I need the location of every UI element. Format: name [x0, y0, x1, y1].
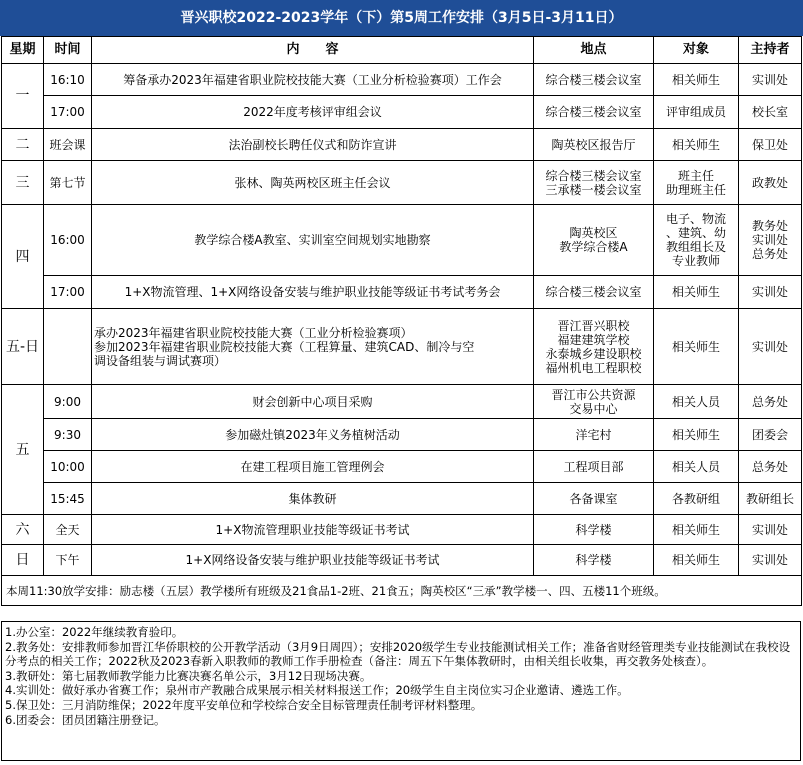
content-cell: 法治副校长聘任仪式和防诈宣讲 — [92, 129, 534, 161]
content-cell: 1+X网络设备安装与维护职业技能等级证书考试 — [92, 545, 534, 576]
host-cell: 总务处 — [739, 451, 802, 483]
target-line: 班主任 — [677, 168, 714, 183]
target-line: 教组组长及 — [665, 240, 726, 254]
target-cell: 相关师生 — [654, 545, 739, 576]
place-line: 综合楼三楼会议室 — [545, 168, 642, 183]
content-cell: 1+X物流管理、1+X网络设备安装与维护职业技能等级证书考试考务会 — [92, 276, 534, 309]
header-place: 地点 — [534, 37, 654, 64]
time-cell: 下午 — [44, 545, 92, 576]
content-cell: 教学综合楼A教室、实训室空间规划实地勘察 — [92, 205, 534, 276]
time-cell: 9:30 — [44, 419, 92, 451]
place-line: 福建建筑学校 — [557, 332, 630, 347]
page-title: 晋兴职校2022-2023学年（下）第5周工作安排（3月5日-3月11日） — [0, 0, 803, 36]
target-line: 助理班主任 — [665, 182, 726, 197]
host-cell: 保卫处 — [739, 129, 802, 161]
place-cell: 工程项目部 — [534, 451, 654, 483]
place-line: 晋江晋兴职校 — [557, 318, 630, 333]
time-cell: 9:00 — [44, 385, 92, 419]
place-cell: 科学楼 — [534, 545, 654, 576]
day-cell-wed: 三 — [2, 161, 44, 205]
host-line: 实训处 — [751, 233, 788, 247]
day-cell-thu: 四 — [2, 205, 44, 309]
place-cell: 综合楼三楼会议室 — [534, 276, 654, 309]
time-cell: 全天 — [44, 515, 92, 545]
place-cell — [534, 161, 654, 205]
table-row — [2, 205, 802, 276]
place-line: 三承楼一楼会议室 — [545, 182, 642, 197]
place-cell: 陶英校区报告厅 — [534, 129, 654, 161]
time-cell — [44, 309, 92, 385]
note-item: 1.办公室：2022年继续教育验印。 — [5, 625, 184, 639]
target-cell: 相关师生 — [654, 64, 739, 96]
host-cell: 政教处 — [739, 161, 802, 205]
content-line: 调设备组装与调试赛项） — [94, 353, 227, 368]
host-cell: 校长室 — [739, 96, 802, 129]
table-row — [2, 385, 802, 419]
content-line: 参加2023年福建省职业院校技能大赛（工程算量、建筑CAD、制冷与空 — [94, 339, 475, 354]
target-cell: 相关人员 — [654, 451, 739, 483]
place-cell — [534, 385, 654, 419]
dismissal-note: 本周11:30放学安排：励志楼（五层）教学楼所有班级及21食品1-2班、21食五；陶英校区“三承”教学楼一、四、五楼11个班级。 — [2, 576, 802, 606]
content-cell: 筹备承办2023年福建省职业院校技能大赛（工业分析检验赛项）工作会 — [92, 64, 534, 96]
table-row — [2, 309, 802, 385]
day-cell-fri: 五 — [2, 385, 44, 515]
content-cell — [92, 309, 534, 385]
note-item: 6.团委会：团员团籍注册登记。 — [5, 712, 166, 727]
target-line: 、建筑、幼 — [665, 226, 726, 240]
day-cell-sun: 日 — [2, 545, 44, 576]
host-cell — [739, 205, 802, 276]
place-cell: 综合楼三楼会议室 — [534, 96, 654, 129]
day-cell-sat: 六 — [2, 515, 44, 545]
content-cell: 参加磁灶镇2023年义务植树活动 — [92, 419, 534, 451]
place-cell: 科学楼 — [534, 515, 654, 545]
schedule-table — [1, 36, 802, 606]
target-line: 专业教师 — [671, 254, 720, 268]
place-cell: 综合楼三楼会议室 — [534, 64, 654, 96]
host-cell: 实训处 — [739, 515, 802, 545]
dismissal-row — [2, 576, 802, 606]
table-row — [2, 129, 802, 161]
host-cell: 实训处 — [739, 276, 802, 309]
time-cell: 16:10 — [44, 64, 92, 96]
target-cell: 各教研组 — [654, 483, 739, 515]
host-line: 教务处 — [751, 219, 788, 233]
header-time: 时间 — [44, 37, 92, 64]
place-line: 教学综合楼A — [559, 240, 628, 254]
target-line: 电子、物流 — [665, 212, 726, 226]
content-cell: 2022年度考核评审组会议 — [92, 96, 534, 129]
table-row — [2, 161, 802, 205]
header-row — [2, 37, 802, 64]
table-row — [2, 545, 802, 576]
content-cell: 张林、陶英两校区班主任会议 — [92, 161, 534, 205]
host-cell: 总务处 — [739, 385, 802, 419]
table-row — [2, 451, 802, 483]
time-cell: 15:45 — [44, 483, 92, 515]
table-row — [2, 483, 802, 515]
table-row — [2, 96, 802, 129]
header-host: 主持者 — [739, 37, 802, 64]
host-cell: 教研组长 — [739, 483, 802, 515]
note-item: 3.教研处：第七届教师教学能力比赛决赛名单公示，3月12日现场决赛。 — [5, 668, 372, 683]
table-row — [2, 276, 802, 309]
place-line: 交易中心 — [569, 401, 618, 416]
host-line: 总务处 — [751, 247, 788, 261]
target-cell: 相关人员 — [654, 385, 739, 419]
note-item: 5.保卫处：三月消防维保；2022年度平安单位和学校综合安全目标管理责任制考评材料整理。 — [5, 697, 483, 712]
time-cell: 17:00 — [44, 96, 92, 129]
header-day: 星期 — [2, 37, 44, 64]
host-cell: 团委会 — [739, 419, 802, 451]
target-cell — [654, 161, 739, 205]
note-item: 2.教务处：安排教师参加晋江华侨职校的公开教学活动（3月9日周四）；安排2020级学生专业技能测试相关工作；准备省财经管理类专业技能测试在我校设分考点的相关工作；2022秋及2023春新入职教师的教师工作手册检查（备注：周五下午集体教研时，由相关组长收集，再交教务处核查）。 — [5, 639, 791, 669]
time-cell: 10:00 — [44, 451, 92, 483]
host-cell: 实训处 — [739, 545, 802, 576]
place-line: 陶英校区 — [569, 226, 618, 240]
time-cell: 17:00 — [44, 276, 92, 309]
content-cell: 在建工程项目施工管理例会 — [92, 451, 534, 483]
target-cell: 评审组成员 — [654, 96, 739, 129]
department-notes — [1, 621, 801, 761]
target-cell — [654, 205, 739, 276]
host-cell: 实训处 — [739, 309, 802, 385]
table-row — [2, 515, 802, 545]
header-target: 对象 — [654, 37, 739, 64]
content-cell: 财会创新中心项目采购 — [92, 385, 534, 419]
place-line: 晋江市公共资源 — [551, 387, 636, 402]
place-cell: 各备课室 — [534, 483, 654, 515]
content-cell: 集体教研 — [92, 483, 534, 515]
target-cell: 相关师生 — [654, 515, 739, 545]
content-cell: 1+X物流管理职业技能等级证书考试 — [92, 515, 534, 545]
host-cell: 实训处 — [739, 64, 802, 96]
time-cell: 16:00 — [44, 205, 92, 276]
place-line: 永泰城乡建设职校 — [545, 346, 642, 361]
time-cell: 第七节 — [44, 161, 92, 205]
table-row — [2, 419, 802, 451]
place-cell — [534, 205, 654, 276]
target-cell: 相关师生 — [654, 419, 739, 451]
note-item: 4.实训处：做好承办省赛工作；泉州市产教融合成果展示相关材料报送工作；20级学生自主岗位实习企业邀请、遴选工作。 — [5, 683, 629, 698]
time-cell: 班会课 — [44, 129, 92, 161]
content-line: 承办2023年福建省职业院校技能大赛（工业分析检验赛项） — [94, 325, 413, 340]
day-cell-frisun: 五-日 — [2, 309, 44, 385]
place-cell — [534, 309, 654, 385]
table-row — [2, 64, 802, 96]
header-content: 内 容 — [92, 37, 534, 64]
target-cell: 相关师生 — [654, 129, 739, 161]
place-cell: 洋宅村 — [534, 419, 654, 451]
day-cell-mon: 一 — [2, 64, 44, 129]
target-cell: 相关师生 — [654, 309, 739, 385]
place-line: 福州机电工程职校 — [545, 360, 642, 375]
target-cell: 相关师生 — [654, 276, 739, 309]
day-cell-tue: 二 — [2, 129, 44, 161]
